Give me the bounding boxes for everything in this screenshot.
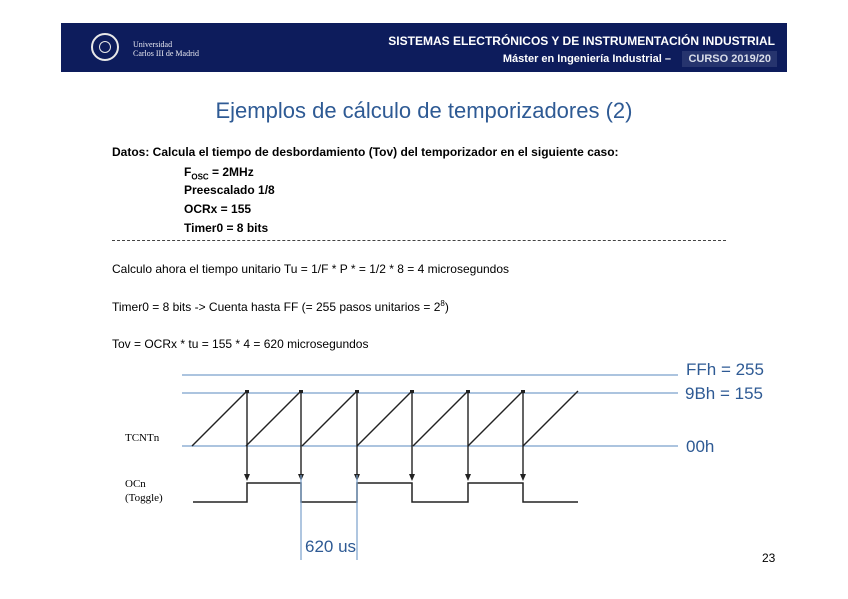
param-preescalado: Preescalado 1/8 (184, 183, 275, 197)
compare-match-marker (299, 390, 303, 393)
param-timer0: Timer0 = 8 bits (184, 221, 269, 235)
tcnt-label: TCNTn (125, 432, 160, 444)
compare-match-marker (355, 390, 359, 393)
counter-ramp (246, 391, 301, 446)
arrow-head-icon (465, 474, 471, 481)
ocn-label: OCn (125, 478, 146, 490)
datos-statement: Datos: Calcula el tiempo de desbordamiento (Tov) del temporizador en el siguiente caso: (112, 145, 619, 159)
compare-match-marker (245, 390, 249, 393)
course-title: SISTEMAS ELECTRÓNICOS Y DE INSTRUMENTACIÓN INDUSTRIAL (388, 34, 775, 48)
slide-title: Ejemplos de cálculo de temporizadores (2) (215, 98, 633, 123)
page-number: 23 (762, 551, 776, 565)
compare-match-marker (410, 390, 414, 393)
arrow-head-icon (409, 474, 415, 481)
compare-match-marker (521, 390, 525, 393)
calc-line-tov: Tov = OCRx * tu = 155 * 4 = 620 microsegundos (112, 337, 369, 351)
ffh-label: FFh = 255 (686, 360, 764, 379)
counter-ramp (192, 391, 247, 446)
param-ocrx: OCRx = 155 (184, 202, 252, 216)
toggle-label: (Toggle) (125, 492, 163, 504)
university-line2: Carlos III de Madrid (133, 49, 199, 58)
counter-ramp (357, 391, 412, 446)
compare-match-marker (466, 390, 470, 393)
ocn-toggle-waveform (193, 483, 578, 502)
course-year-badge: CURSO 2019/20 (682, 51, 777, 67)
ocrx-hex-label: 9Bh = 155 (685, 384, 763, 403)
compare-match-arrows (244, 390, 526, 481)
arrow-head-icon (520, 474, 526, 481)
tcnt-sawtooth (192, 391, 578, 446)
calc-line-count: Timer0 = 8 bits -> Cuenta hasta FF (= 255 pasos unitarios = $2^8$) (112, 299, 449, 314)
program-subtitle: Máster en Ingeniería Industrial – (502, 53, 671, 65)
zero-label: 00h (686, 437, 715, 456)
counter-ramp (302, 391, 357, 446)
period-label: 620 us (305, 537, 357, 556)
calc-line-unit-time: Calculo ahora el tiempo unitario Tu = 1/F * P * = 1/2 * 8 = 4 microsegundos (112, 262, 510, 276)
arrow-head-icon (244, 474, 250, 481)
university-line1: Universidad (133, 40, 173, 49)
counter-ramp (413, 391, 468, 446)
counter-ramp (523, 391, 578, 446)
counter-ramp (468, 391, 523, 446)
param-fosc: $F_{OSC} = 2MHz$ (184, 165, 254, 182)
